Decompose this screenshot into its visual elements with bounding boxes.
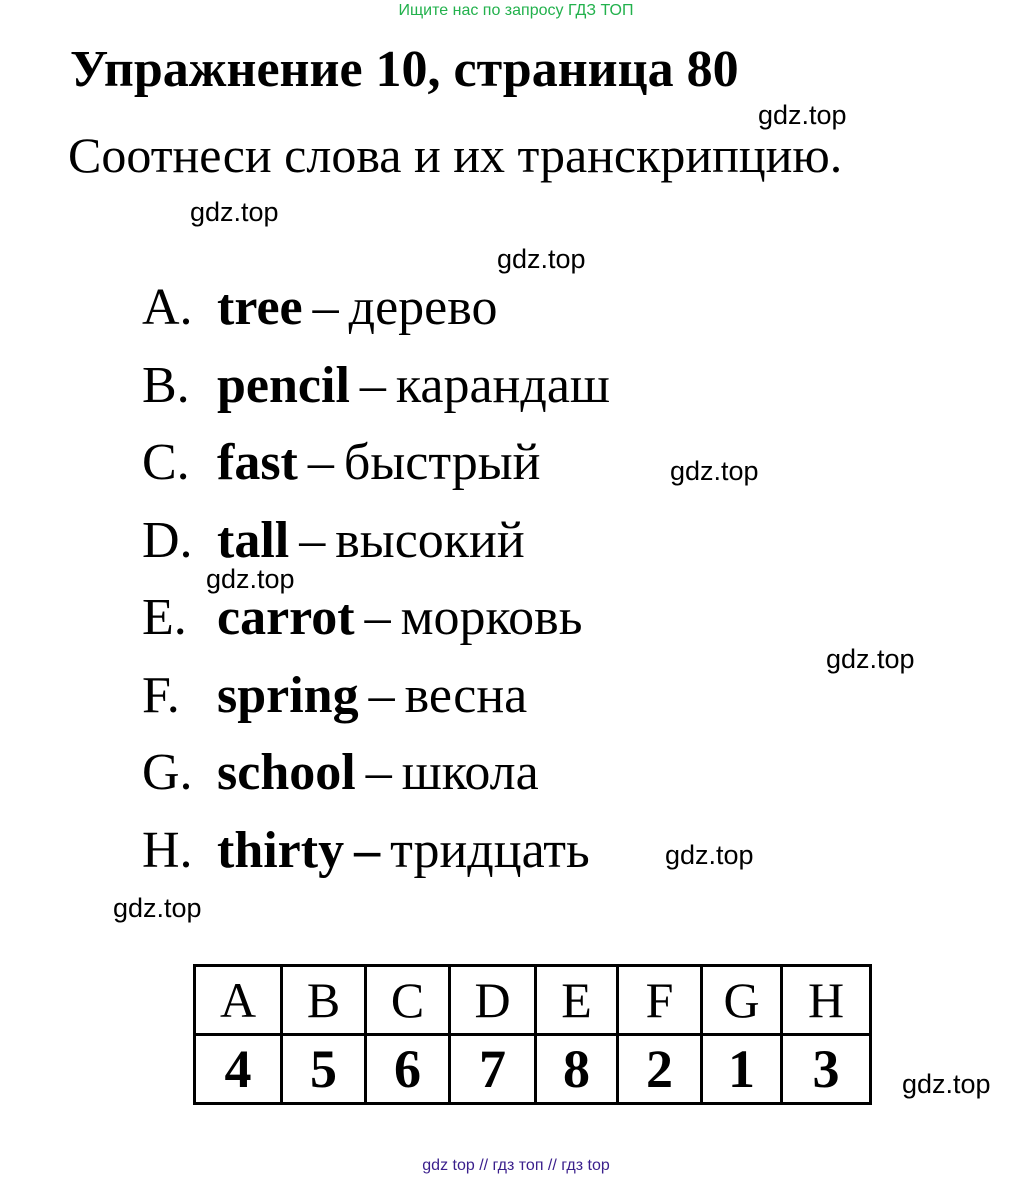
answer-letter-cell: G [702,966,782,1035]
top-search-hint-link[interactable]: Ищите нас по запросу ГДЗ ТОП [398,2,634,19]
dash-separator: – [368,666,395,724]
answer-number-cell: 8 [536,1035,618,1104]
russian-translation: школа [401,744,539,801]
dash-separator: – [364,589,391,646]
word-letter: G. [142,744,193,801]
answer-letter-cell: H [782,966,871,1035]
watermark: gdz.top [902,1069,991,1099]
answer-number-cell: 3 [782,1035,871,1104]
word-letter: C. [142,434,190,491]
watermark: gdz.top [190,197,279,227]
dash-separator: – [299,511,326,569]
answer-letter-cell: B [282,966,366,1035]
russian-translation: быстрый [343,434,541,491]
watermark: gdz.top [670,456,759,486]
dash-separator: – [312,279,339,336]
word-letter: F. [142,666,180,724]
word-letter: H. [142,821,193,879]
watermark: gdz.top [826,644,915,674]
word-row [142,511,610,593]
watermark: gdz.top [758,100,847,130]
word-letter: B. [142,356,190,414]
answer-number-cell: 2 [618,1035,702,1104]
answer-number-cell: 4 [195,1035,282,1104]
task-instruction: Соотнеси слова и их транскрипцию. [68,127,843,183]
word-list [142,279,610,902]
answer-number-cell: 6 [366,1035,450,1104]
dash-separator: – [307,434,334,491]
answer-number-cell: 7 [450,1035,536,1104]
english-word: school [217,744,356,801]
english-word: tall [217,511,290,569]
watermark: gdz.top [206,564,295,594]
russian-translation: весна [404,666,528,724]
word-row [142,434,610,515]
answer-letters-row [195,966,871,1035]
answer-letter-cell: D [450,966,536,1035]
word-row [142,666,610,748]
english-word: tree [217,279,303,336]
russian-translation: высокий [335,511,525,569]
english-word: fast [217,434,298,491]
russian-translation: тридцать [390,821,590,879]
dash-separator: – [359,356,386,414]
answer-number-cell: 5 [282,1035,366,1104]
word-letter: D. [142,511,193,569]
dash-separator: – [354,821,381,879]
watermark: gdz.top [497,244,586,274]
russian-translation: морковь [400,589,583,646]
english-word: carrot [217,589,355,646]
watermark: gdz.top [665,840,754,870]
dash-separator: – [365,744,392,801]
page-title: Упражнение 10, страница 80 [70,41,739,98]
answer-letter-cell: A [195,966,282,1035]
answer-numbers-row [195,1035,871,1104]
answer-letter-cell: F [618,966,702,1035]
russian-translation: карандаш [395,356,610,414]
word-letter: A. [142,279,193,336]
english-word: spring [217,666,359,724]
russian-translation: дерево [348,279,498,336]
answer-table [193,964,872,1105]
word-row [142,356,610,438]
word-row [142,589,610,670]
english-word: thirty [217,821,345,879]
answer-letter-cell: C [366,966,450,1035]
footer-links[interactable]: gdz top // гдз топ // гдз top [422,1157,610,1174]
word-row [142,744,610,825]
word-row [142,821,610,903]
answer-number-cell: 1 [702,1035,782,1104]
watermark: gdz.top [113,893,202,923]
word-row [142,279,610,360]
answer-letter-cell: E [536,966,618,1035]
word-letter: E. [142,589,187,646]
english-word: pencil [217,356,350,414]
